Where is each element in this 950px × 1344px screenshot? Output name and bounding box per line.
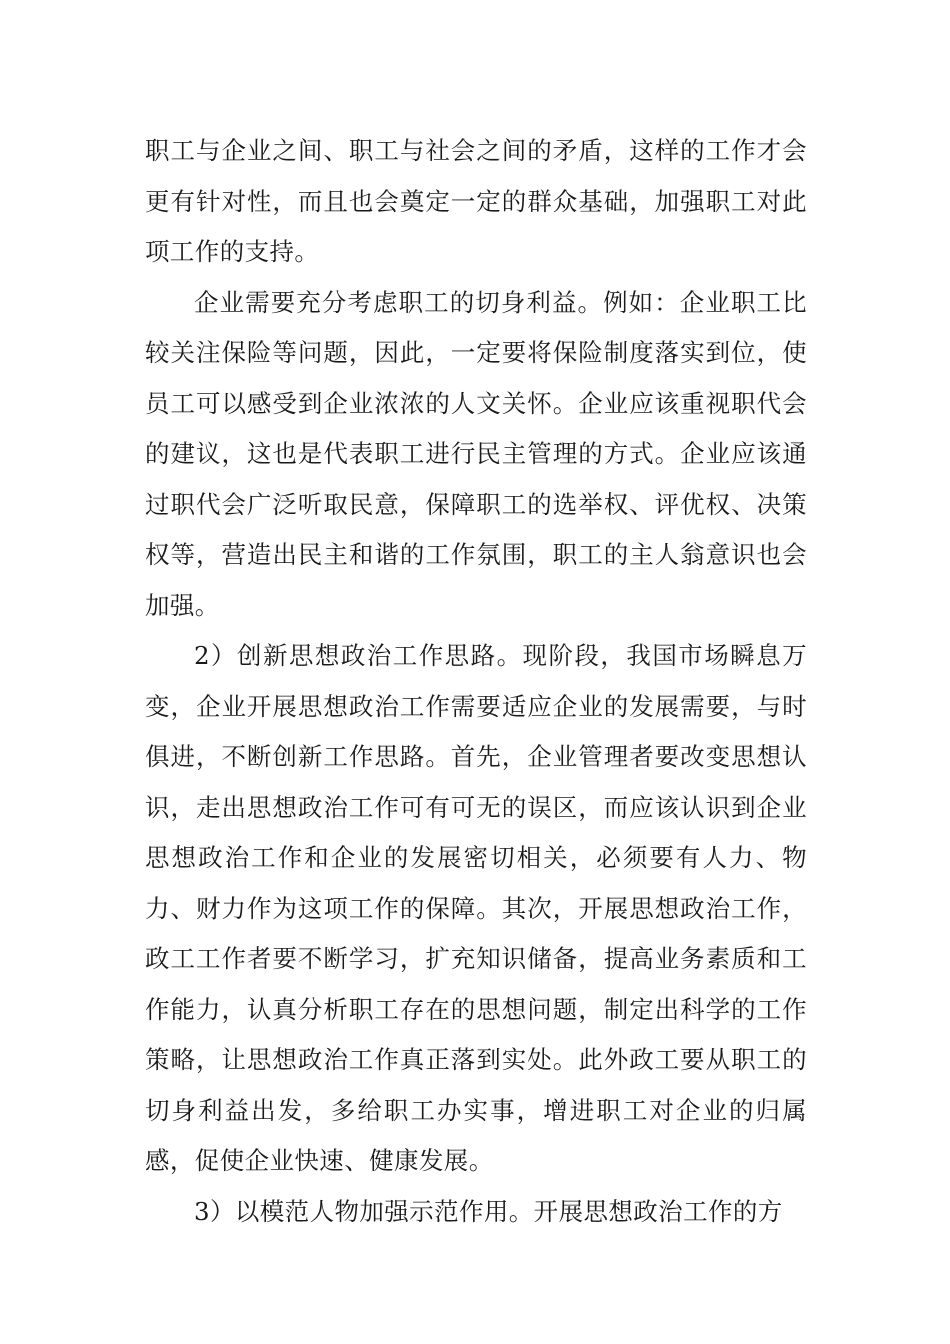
paragraph-model-figures: 3）以模范人物加强示范作用。开展思想政治工作的方: [194, 1196, 783, 1226]
paragraph-employee-interests: 企业需要充分考虑职工的切身利益。例如：企业职工比较关注保险等问题，因此，一定要将保险制度落实到位，使员工可以感受到企业浓浓的人文关怀。企业应该重视职代会的建议，这也是代表职工进行民主管理的方式。企业应该通过职代会广泛听取民意，保障职工的选举权、评优权、决策权等，营造出民主和谐的工作氛围，职工的主人翁意识也会加强。: [145, 287, 807, 620]
document-body: [145, 126, 807, 1237]
paragraph-continuation: 职工与企业之间、职工与社会之间的矛盾，这样的工作才会更有针对性，而且也会奠定一定的群众基础，加强职工对此项工作的支持。: [145, 136, 807, 266]
paragraph-innovate-thinking: 2）创新思想政治工作思路。现阶段，我国市场瞬息万变，企业开展思想政治工作需要适应企业的发展需要，与时俱进，不断创新工作思路。首先，企业管理者要改变思想认识，走出思想政治工作可有可无的误区，而应该认识到企业思想政治工作和企业的发展密切相关，必须要有人力、物力、财力作为这项工作的保障。其次，开展思想政治工作，政工工作者要不断学习，扩充知识储备，提高业务素质和工作能力，认真分析职工存在的思想问题，制定出科学的工作策略，让思想政治工作真正落到实处。此外政工要从职工的切身利益出发，多给职工办实事，增进职工对企业的归属感，促使企业快速、健康发展。: [145, 641, 807, 1175]
